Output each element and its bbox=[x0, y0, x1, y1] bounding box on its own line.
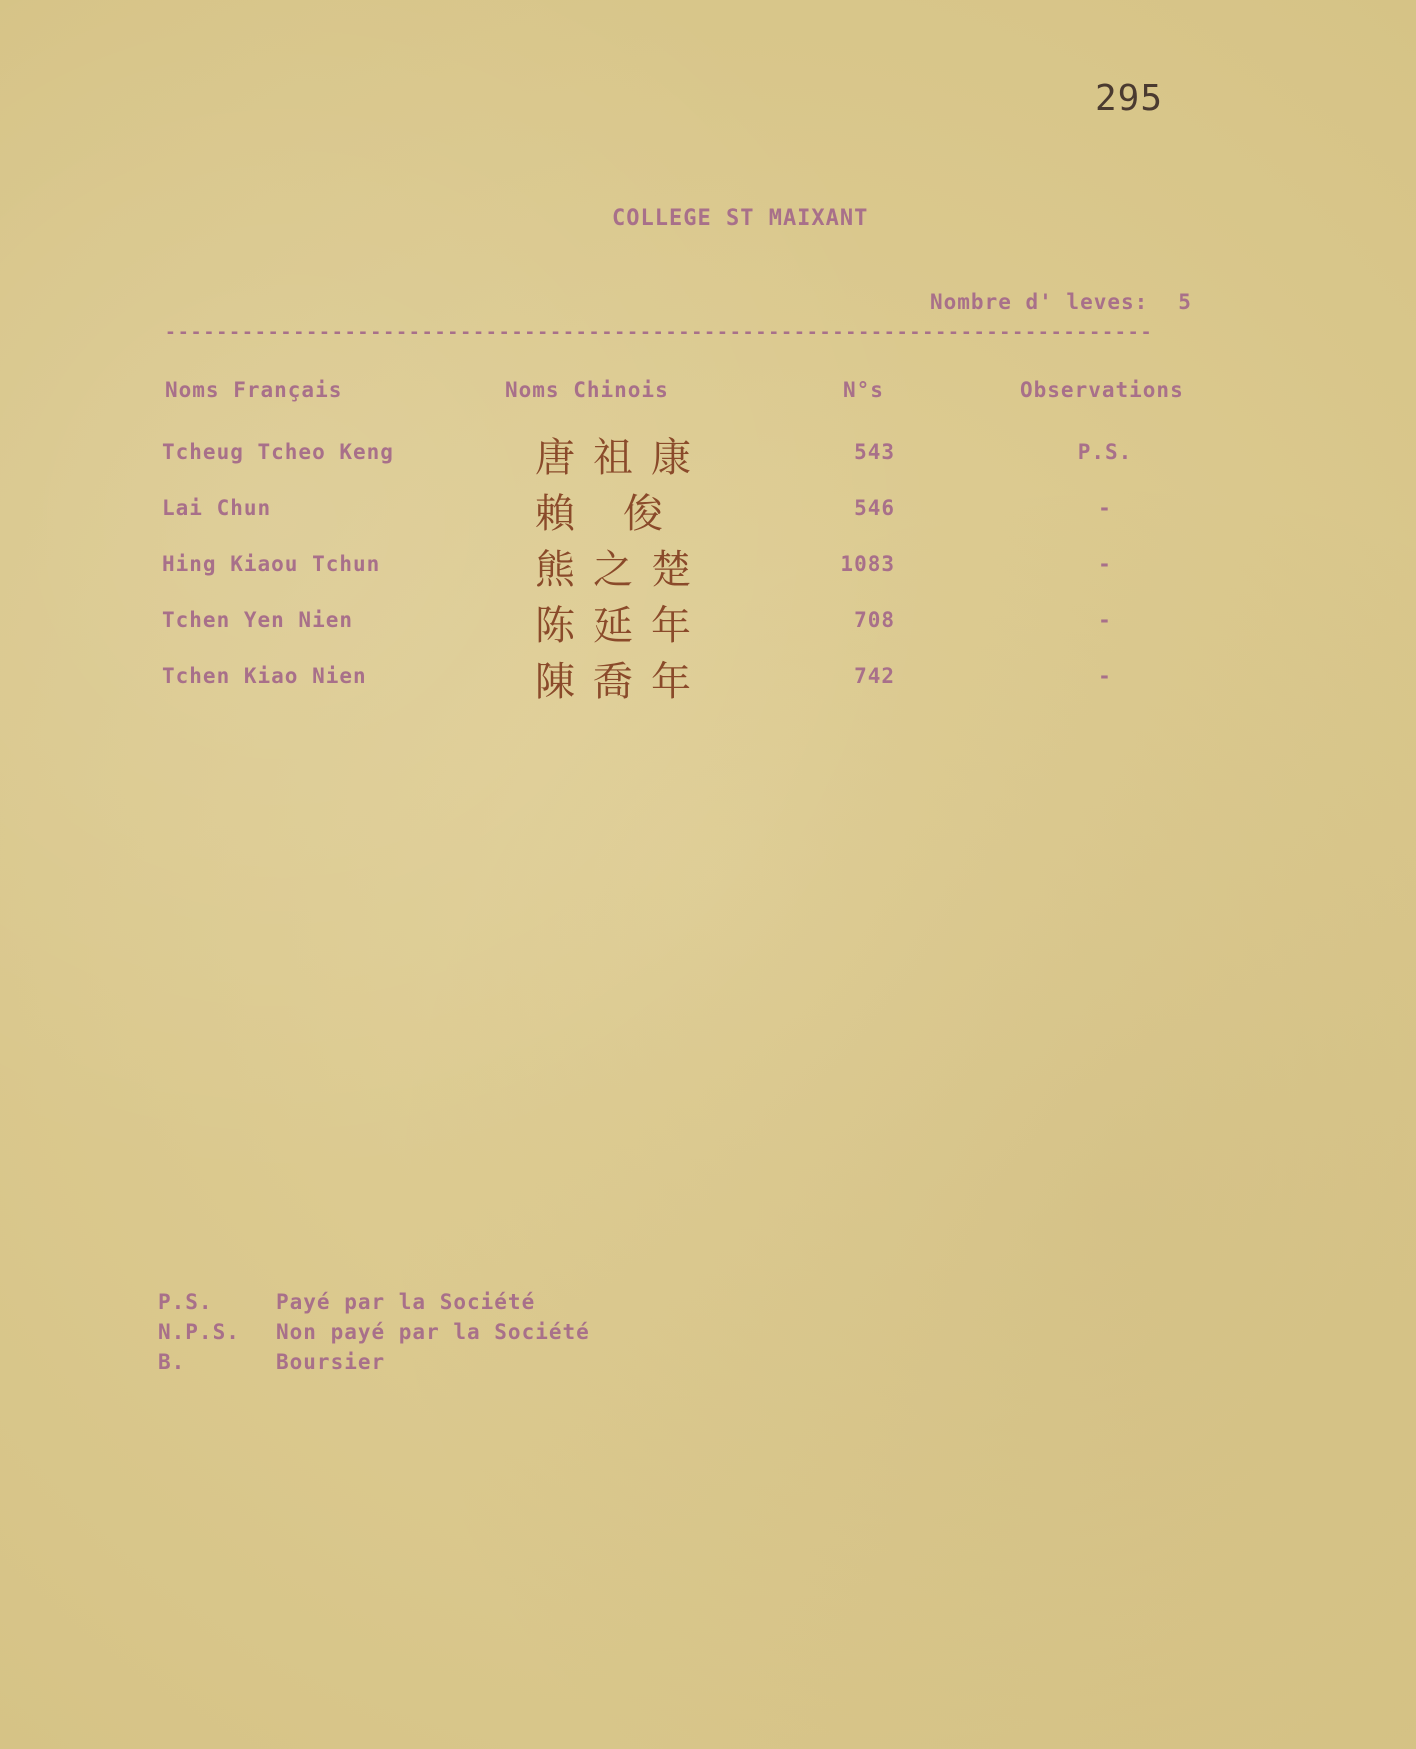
legend-item bbox=[158, 1320, 590, 1350]
student-count-value: 5 bbox=[1178, 290, 1192, 314]
french-name: Lai Chun bbox=[162, 496, 272, 520]
document-title: COLLEGE ST MAIXANT bbox=[612, 206, 869, 231]
legend bbox=[158, 1290, 590, 1380]
legend-abbr: B. bbox=[158, 1350, 186, 1374]
chinese-name: 唐祖康 bbox=[535, 435, 709, 481]
student-number: 543 bbox=[854, 440, 895, 464]
student-number: 708 bbox=[854, 608, 895, 632]
student-number: 742 bbox=[854, 664, 895, 688]
french-name: Tchen Yen Nien bbox=[162, 608, 354, 632]
legend-abbr: N.P.S. bbox=[158, 1320, 240, 1344]
observation: - bbox=[1098, 608, 1112, 632]
student-number: 546 bbox=[854, 496, 895, 520]
page-number: 295 bbox=[1095, 78, 1164, 119]
table-row bbox=[0, 656, 1416, 712]
legend-text: Boursier bbox=[276, 1350, 386, 1374]
table-row bbox=[0, 488, 1416, 544]
student-count-label: Nombre d' leves: bbox=[930, 290, 1149, 314]
observation: P.S. bbox=[1077, 440, 1133, 464]
legend-item bbox=[158, 1350, 590, 1380]
table-row bbox=[0, 544, 1416, 600]
chinese-name: 賴俊 bbox=[535, 491, 711, 537]
header-number: N°s bbox=[843, 378, 884, 402]
legend-item bbox=[158, 1290, 590, 1320]
french-name: Tcheug Tcheo Keng bbox=[162, 440, 394, 464]
observation: - bbox=[1098, 496, 1112, 520]
header-chinese-name: Noms Chinois bbox=[505, 378, 669, 402]
table-row bbox=[0, 432, 1416, 488]
dashed-rule: ----------------------------------------------------------------------------- bbox=[165, 322, 1154, 343]
student-count bbox=[930, 290, 1192, 314]
table-row bbox=[0, 600, 1416, 656]
chinese-name: 陈延年 bbox=[535, 603, 709, 649]
french-name: Tchen Kiao Nien bbox=[162, 664, 367, 688]
french-name: Hing Kiaou Tchun bbox=[162, 552, 381, 576]
header-french-name: Noms Français bbox=[165, 378, 343, 402]
header-observations: Observations bbox=[1020, 378, 1184, 402]
chinese-name: 陳喬年 bbox=[535, 659, 709, 705]
student-number: 1083 bbox=[840, 552, 895, 576]
chinese-name: 熊之楚 bbox=[535, 547, 709, 593]
observation: - bbox=[1098, 664, 1112, 688]
legend-text: Payé par la Société bbox=[276, 1290, 536, 1314]
legend-abbr: P.S. bbox=[158, 1290, 213, 1314]
observation: - bbox=[1098, 552, 1112, 576]
legend-text: Non payé par la Société bbox=[276, 1320, 590, 1344]
